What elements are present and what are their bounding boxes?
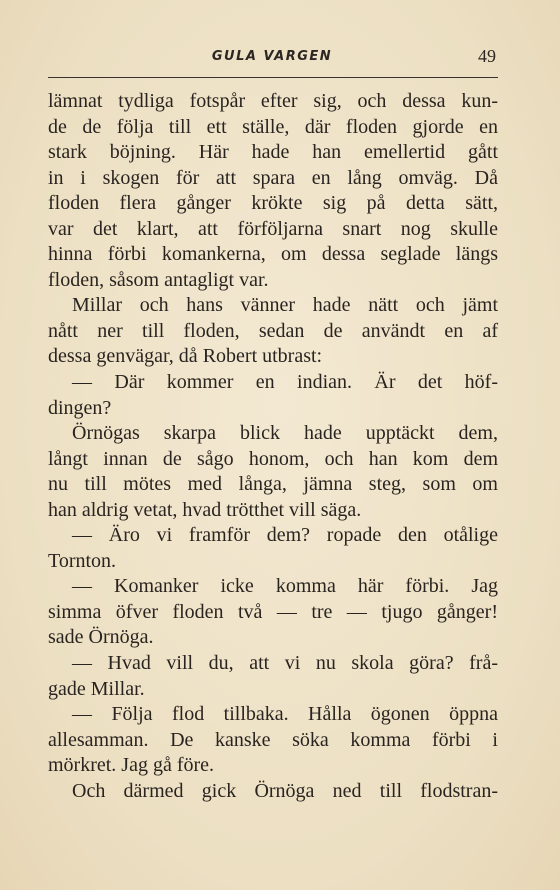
text-line: stark böjning. Här hade han emellertid gått: [48, 141, 498, 164]
page-number: 49: [478, 46, 496, 66]
text-line: dessa genvägar, då Robert utbrast:: [48, 345, 323, 368]
page-text: [48, 89, 498, 804]
text-line: nu till mötes med långa, jämna steg, som om: [48, 473, 498, 496]
text-line: var det klart, att förföljarna snart nog skulle: [48, 217, 498, 240]
text-line: dingen?: [48, 396, 112, 419]
text-line: — Följa flod tillbaka. Hålla ögonen öppna: [72, 703, 498, 726]
text-line: sade Örnöga.: [48, 626, 154, 649]
text-line: han aldrig vetat, hvad trötthet vill säga.: [48, 498, 362, 521]
text-line: långt innan de sågo honom, och han kom dem: [48, 447, 498, 470]
text-line: lämnat tydliga fotspår efter sig, och dessa kun-: [48, 90, 498, 112]
text-line: gade Millar.: [48, 677, 145, 700]
text-line: mörkret. Jag gå före.: [48, 754, 215, 777]
text-line: allesamman. De kanske söka komma förbi i: [48, 728, 498, 751]
text-line: — Komanker icke komma här förbi. Jag: [72, 575, 498, 598]
text-line: hinna förbi komankerna, om dessa seglade längs: [48, 243, 498, 266]
text-line: Och därmed gick Örnöga ned till flodstran-: [72, 779, 498, 802]
text-line: in i skogen för att spara en lång omväg. Då: [48, 166, 498, 189]
text-line: Örnögas skarpa blick hade upptäckt dem,: [72, 422, 498, 445]
text-line: Millar och hans vänner hade nätt och jämt: [72, 294, 498, 317]
text-line: — Där kommer en indian. Är det höf-: [72, 371, 498, 394]
text-line: — Hvad vill du, att vi nu skola göra? frå-: [72, 652, 498, 675]
text-line: Tornton.: [48, 549, 117, 572]
text-line: simma öfver floden två — tre — tjugo gånger!: [48, 600, 498, 623]
text-line: nått ner till floden, sedan de användt en af: [48, 319, 498, 342]
header-rule: [48, 77, 498, 78]
text-line: de de följa till ett ställe, där floden gjorde en: [48, 115, 498, 138]
running-title: GULA VARGEN: [211, 49, 333, 64]
text-line: floden, såsom antagligt var.: [48, 268, 269, 291]
text-line: — Äro vi framför dem? ropade den otålige: [72, 524, 498, 547]
running-head: [48, 46, 496, 72]
text-line: floden flera gånger krökte sig på detta sätt,: [48, 192, 498, 215]
